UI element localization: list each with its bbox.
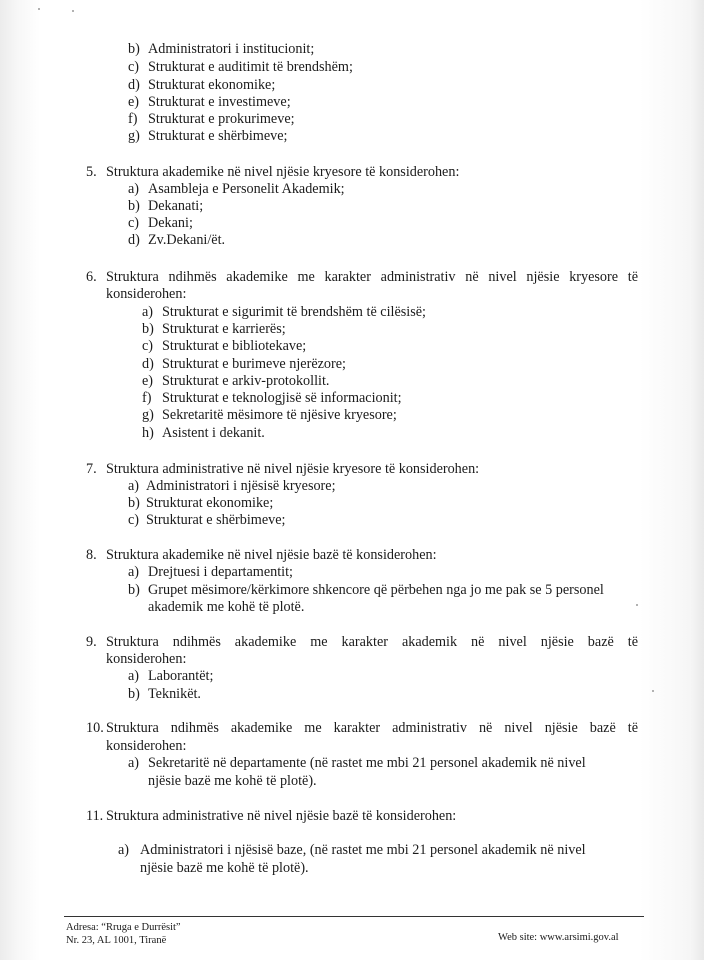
item-text: Strukturat e auditimit të brendshëm;	[148, 59, 353, 75]
list-item-continued: njësie bazë me kohë të plotë).	[140, 860, 309, 876]
item-marker: f)	[128, 111, 138, 127]
list-item	[128, 215, 193, 232]
list-item	[118, 842, 586, 859]
section-heading	[86, 808, 456, 825]
item-text: Teknikët.	[148, 686, 201, 702]
heading-text: Struktura akademike në nivel njësie bazë të konsiderohen:	[106, 547, 437, 563]
section-heading	[86, 164, 459, 181]
item-text: Laborantët;	[148, 668, 214, 684]
section-number: 11.	[86, 808, 104, 824]
section-number: 8.	[86, 547, 97, 563]
item-text: Strukturat e karrierës;	[162, 321, 286, 337]
list-item	[128, 582, 604, 599]
item-marker: e)	[128, 94, 140, 110]
item-marker: b)	[128, 495, 140, 511]
list-item	[128, 94, 291, 111]
heading-text-continued: konsiderohen:	[106, 286, 187, 302]
item-marker: h)	[142, 425, 154, 441]
item-marker: b)	[128, 198, 140, 214]
list-item	[128, 755, 586, 772]
item-text: Grupet mësimore/kërkimore shkencore që përbehen nga jo me pak se 5 personel	[148, 582, 604, 598]
item-text: Administratori i institucionit;	[148, 41, 315, 57]
item-marker: c)	[128, 512, 140, 528]
heading-text-continued: konsiderohen:	[106, 738, 187, 754]
list-item	[142, 356, 346, 373]
item-marker: b)	[128, 41, 140, 57]
footer-address-line1: Adresa: “Rruga e Durrësit”	[66, 922, 181, 933]
item-marker: a)	[128, 755, 140, 771]
item-text: Asistent i dekanit.	[162, 425, 265, 441]
list-item-continued: akademik me kohë të plotë.	[148, 599, 305, 615]
heading-text: Struktura ndihmës akademike me karakter administrativ në nivel njësie bazë të	[106, 720, 638, 736]
list-item	[128, 198, 203, 215]
item-text: Dekanati;	[148, 198, 204, 214]
section-number: 6.	[86, 269, 97, 285]
list-item	[142, 425, 265, 442]
section-number: 9.	[86, 634, 97, 650]
item-text: Strukturat e investimeve;	[148, 94, 291, 110]
item-text: Dekani;	[148, 215, 193, 231]
item-marker: a)	[128, 564, 140, 580]
item-text: Administratori i njësisë kryesore;	[146, 478, 336, 494]
item-text: Strukturat e arkiv-protokollit.	[162, 373, 330, 389]
list-item	[142, 321, 286, 338]
item-text: Strukturat e teknologjisë së informacionit;	[162, 390, 402, 406]
item-marker: c)	[128, 59, 140, 75]
item-text: Strukturat ekonomike;	[146, 495, 274, 511]
list-item	[142, 304, 426, 321]
list-item	[128, 111, 295, 128]
item-text: Sekretaritë në departamente (në rastet me mbi 21 personel akademik në nivel	[148, 755, 586, 771]
item-marker: a)	[128, 478, 140, 494]
list-item	[142, 407, 397, 424]
list-item	[142, 338, 306, 355]
item-text: Strukturat e bibliotekave;	[162, 338, 307, 354]
item-marker: g)	[128, 128, 140, 144]
item-marker: c)	[128, 215, 140, 231]
heading-text: Struktura ndihmës akademike me karakter administrativ në nivel njësie kryesore të	[106, 269, 638, 285]
item-marker: b)	[142, 321, 154, 337]
scan-speck	[38, 8, 40, 10]
list-item	[128, 495, 273, 512]
section-number: 7.	[86, 461, 97, 477]
scan-speck	[652, 690, 654, 692]
item-marker: b)	[128, 582, 140, 598]
list-item	[128, 564, 293, 581]
item-marker: b)	[128, 686, 140, 702]
item-text: Strukturat ekonomike;	[148, 77, 276, 93]
list-item	[128, 181, 345, 198]
item-text: Strukturat e shërbimeve;	[146, 512, 286, 528]
item-marker: d)	[128, 77, 140, 93]
footer-address-line2: Nr. 23, AL 1001, Tiranë	[66, 935, 167, 946]
item-text: Sekretaritë mësimore të njësive kryesore;	[162, 407, 397, 423]
list-item	[128, 77, 275, 94]
heading-text: Struktura administrative në nivel njësie bazë të konsiderohen:	[106, 808, 457, 824]
footer-divider	[64, 916, 644, 917]
item-marker: c)	[142, 338, 154, 354]
item-text: Strukturat e sigurimit të brendshëm të cilësisë;	[162, 304, 426, 320]
list-item	[128, 478, 336, 495]
item-text: Administratori i njësisë baze, (në rastet me mbi 21 personel akademik në nivel	[140, 842, 586, 858]
list-item	[128, 128, 287, 145]
item-marker: f)	[142, 390, 152, 406]
heading-text-continued: konsiderohen:	[106, 651, 187, 667]
list-item	[142, 373, 329, 390]
section-number: 5.	[86, 164, 97, 180]
list-item	[128, 668, 213, 685]
heading-text: Struktura ndihmës akademike me karakter akademik në nivel njësie bazë të	[106, 634, 638, 650]
item-text: Asambleja e Personelit Akademik;	[148, 181, 345, 197]
list-item	[128, 59, 353, 76]
heading-text: Struktura administrative në nivel njësie kryesore të konsiderohen:	[106, 461, 480, 477]
item-text: Zv.Dekani/ët.	[148, 232, 226, 248]
item-text: Drejtuesi i departamentit;	[148, 564, 293, 580]
item-marker: a)	[142, 304, 154, 320]
list-item	[128, 512, 285, 529]
scan-speck	[72, 10, 74, 12]
list-item	[128, 686, 201, 703]
item-marker: d)	[128, 232, 140, 248]
list-item	[142, 390, 402, 407]
list-item	[128, 232, 225, 249]
item-marker: g)	[142, 407, 154, 423]
list-item-continued: njësie bazë me kohë të plotë).	[148, 773, 317, 789]
footer-website: Web site: www.arsimi.gov.al	[498, 932, 619, 943]
item-text: Strukturat e shërbimeve;	[148, 128, 288, 144]
item-marker: d)	[142, 356, 154, 372]
item-marker: a)	[128, 181, 140, 197]
item-text: Strukturat e prokurimeve;	[148, 111, 295, 127]
section-heading	[86, 461, 479, 478]
item-marker: a)	[118, 842, 130, 858]
item-text: Strukturat e burimeve njerëzore;	[162, 356, 346, 372]
heading-text: Struktura akademike në nivel njësie kryesore të konsiderohen:	[106, 164, 460, 180]
section-heading	[86, 547, 437, 564]
item-marker: a)	[128, 668, 140, 684]
list-item	[128, 41, 314, 58]
item-marker: e)	[142, 373, 154, 389]
scan-speck	[636, 604, 638, 606]
section-number: 10.	[86, 720, 104, 736]
